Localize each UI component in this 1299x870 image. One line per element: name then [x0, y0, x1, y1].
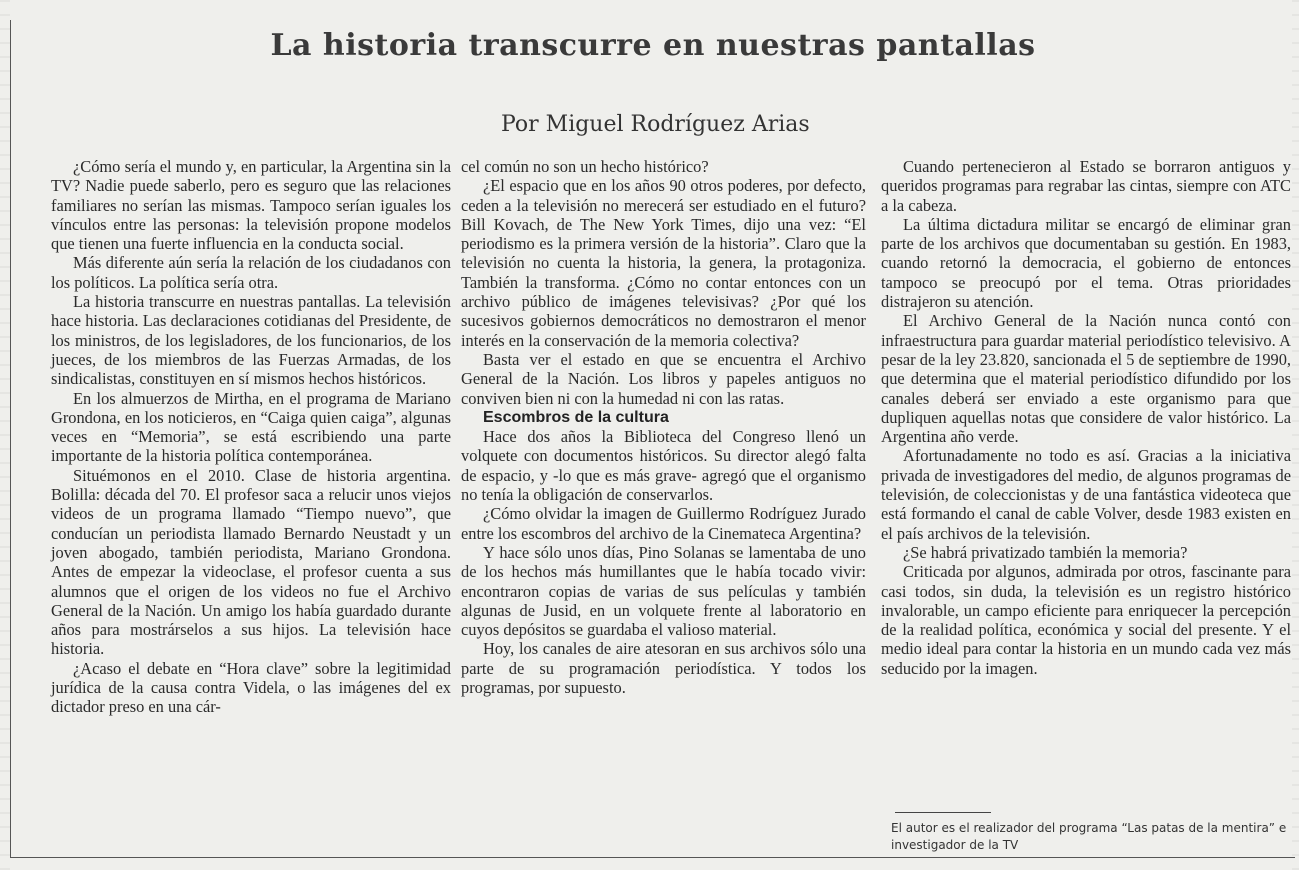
article-byline: Por Miguel Rodríguez Arias: [501, 112, 810, 137]
paragraph: La historia transcurre en nuestras pantallas. La televisión hace historia. Las declaraciones cotidianas del Presidente, de los ministros, de los legisladores, de los funcionarios, de los jueces, de los miembros de las Fuerzas Armadas, de los sindicalistas, constituyen en sí mismos hechos históricos.: [51, 292, 451, 389]
paragraph: Y hace sólo unos días, Pino Solanas se lamentaba de uno de los hechos más humillantes que le había tocado vivir: encontraron copias de varias de sus películas y también algunas de Jusid, en un volquete frente al laboratorio en cuyos depósitos se guardaba el valioso material.: [461, 542, 866, 640]
paragraph: Criticada por algunos, admirada por otros, fascinante para casi todos, sin duda, la televisión es un registro histórico invalorable, un campo eficiente para enriquecer la percepción de la realidad política, económica y social del presente. Y el medio ideal para contar la historia en un mundo cada vez más seducido por la imagen.: [881, 562, 1291, 678]
paragraph: El Archivo General de la Nación nunca contó con infraestructura para guardar material periodístico televisivo. A pesar de la ley 23.820, sancionada el 5 de septiembre de 1990, que determina que el material periodístico difundido por los canales deberá ser enviado a este organismo para que dupliquen aquellas notas que considere de valor histórico. La Argentina año verde.: [881, 311, 1291, 447]
paragraph: Cuando pertenecieron al Estado se borraron antiguos y queridos programas para regrabar las cintas, siempre con ATC a la cabeza.: [881, 157, 1291, 215]
adjacent-clipping-left: [0, 0, 10, 870]
author-note: El autor es el realizador del programa “Las patas de la mentira” e investigador de la TV: [891, 821, 1287, 852]
paragraph: Afortunadamente no todo es así. Gracias a la iniciativa privada de investigadores del medio, de algunos programas de televisión, de coleccionistas y de una fantástica videoteca que está formando el canal de cable Volver, desde 1983 existen en el país archivos de la televisión.: [881, 446, 1291, 543]
paragraph: Hace dos años la Biblioteca del Congreso llenó un volquete con documentos históricos. Su director alegó falta de espacio, y -lo que es más grave- agregó que el organismo no tenía la obligación de conservarlos.: [461, 427, 866, 505]
article-column-2: [461, 157, 866, 697]
footnote-divider: [895, 812, 991, 813]
paragraph: Basta ver el estado en que se encuentra el Archivo General de la Nación. Los libros y papeles antiguos no conviven bien ni con la humedad ni con las ratas.: [461, 349, 866, 408]
paragraph: En los almuerzos de Mirtha, en el programa de Mariano Grondona, en los noticieros, en “Caiga quien caiga”, algunas veces en “Memoria”, se está escribiendo una parte importante de la historia política contemporánea.: [51, 388, 451, 466]
paragraph: ¿Se habrá privatizado también la memoria?: [903, 542, 1188, 562]
article-column-3: [881, 157, 1291, 678]
paragraph: ¿Cómo sería el mundo y, en particular, la Argentina sin la TV? Nadie puede saberlo, pero es seguro que las relaciones familiares no serían las mismas. Tampoco serían iguales los vínculos entre las personas: la televisión propone modelos que tienen una fuerte influencia en la conducta social.: [51, 157, 451, 254]
paragraph: ¿Acaso el debate en “Hora clave” sobre la legitimidad jurídica de la causa contra Videla, o las imágenes del ex dictador preso en una cár-: [51, 658, 451, 717]
paragraph-continued: cel común no son un hecho histórico?: [461, 157, 709, 176]
newspaper-article: [10, 20, 1295, 858]
paragraph: ¿Cómo olvidar la imagen de Guillermo Rodríguez Jurado entre los escombros del archivo de la Cinemateca Argentina?: [461, 504, 866, 543]
paragraph: Hoy, los canales de aire atesoran en sus archivos sólo una parte de su programación periodística. Y todos los programas, por supuesto.: [461, 639, 866, 698]
article-headline: La historia transcurre en nuestras pantallas: [270, 28, 1036, 63]
article-column-1: [51, 157, 451, 717]
paragraph: La última dictadura militar se encargó de eliminar gran parte de los archivos que documentaban su gestión. En 1983, cuando retornó la democracia, el gobierno de entonces tampoco se preocupó por el tema. Otras prioridades distrajeron su atención.: [881, 214, 1291, 312]
paragraph: Situémonos en el 2010. Clase de historia argentina. Bolilla: década del 70. El profesor saca a relucir unos viejos videos de un programa llamado “Tiempo nuevo”, que conducían un periodista llamado Bernardo Neustadt y un joven abogado, también periodista, Mariano Grondona. Antes de empezar la videoclase, el profesor cuenta a sus alumnos que el origen de los videos no fue el Archivo General de la Nación. Un amigo los había guardado durante años para mostrárselos a sus hijos. La televisión hace historia.: [51, 465, 451, 659]
paragraph: Más diferente aún sería la relación de los ciudadanos con los políticos. La política sería otra.: [51, 253, 451, 292]
paragraph: ¿El espacio que en los años 90 otros poderes, por defecto, ceden a la televisión no merecerá ser estudiado en el futuro? Bill Kovach, de The New York Times, dijo una vez: “El periodismo es la primera versión de la historia”. Claro que la televisión no cuenta la historia, la genera, la protagoniza. También la transforma. ¿Cómo no contar entonces con un archivo público de imágenes televisivas? ¿Por qué los sucesivos gobiernos democráticos no demostraron el menor interés en la conservación de la memoria colectiva?: [461, 176, 866, 350]
section-subheading: Escombros de la cultura: [483, 408, 669, 426]
